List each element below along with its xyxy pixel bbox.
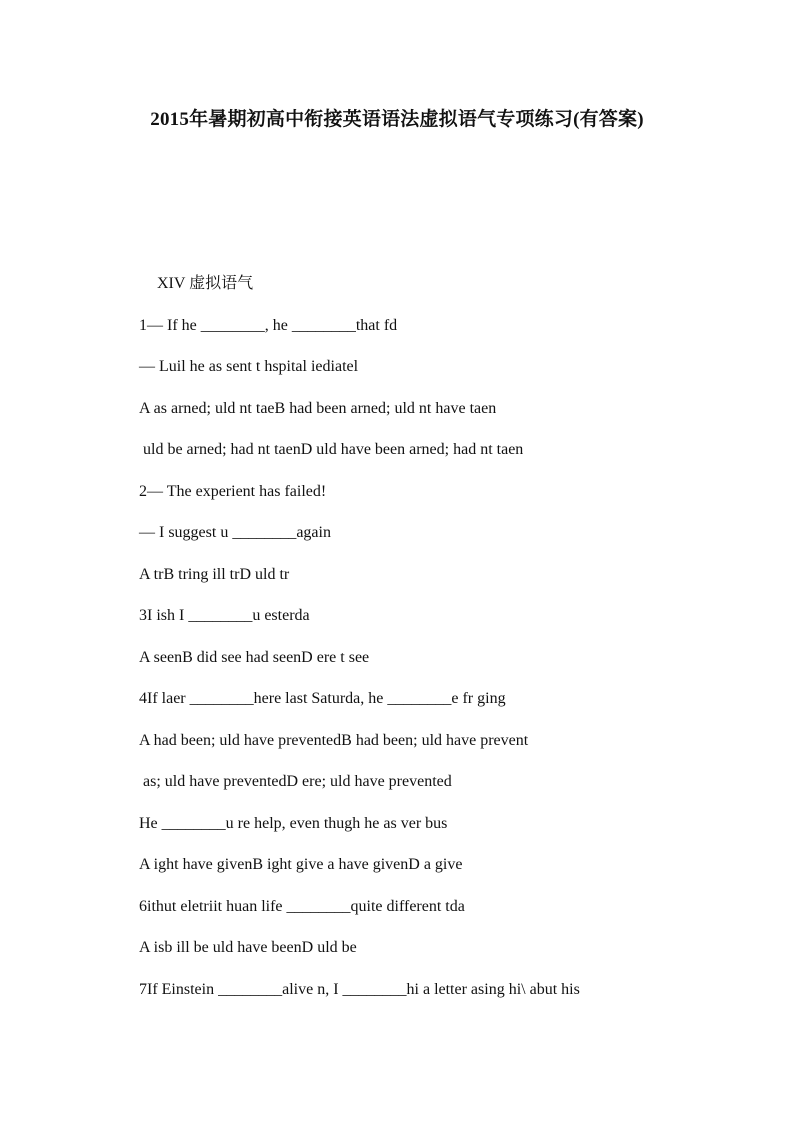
question-5-options: A ight have givenB ight give a have givenD a give bbox=[139, 856, 463, 873]
question-3-options: A seenB did see had seenD ere t see bbox=[139, 648, 370, 666]
question-3: 3I ish I ________u esterda bbox=[139, 607, 310, 624]
question-5: He ________u re help, even thugh he as ver bus bbox=[139, 814, 448, 832]
document-body bbox=[139, 272, 699, 1019]
question-1: 1— If he ________, he ________that fd bbox=[139, 316, 398, 334]
page-title: 2015年暑期初高中衔接英语语法虚拟语气专项练习(有答案) bbox=[150, 109, 644, 130]
question-4-options-cd: as; uld have preventedD ere; uld have prevented bbox=[143, 773, 452, 790]
question-4-options-ab: A had been; uld have preventedB had been; uld have prevent bbox=[139, 731, 529, 749]
section-heading: XIV 虚拟语气 bbox=[157, 275, 254, 292]
question-1-options-ab: A as arned; uld nt taeB had been arned; uld nt have taen bbox=[139, 399, 497, 417]
question-1-options-cd: uld be arned; had nt taenD uld have been arned; had nt taen bbox=[143, 441, 524, 458]
question-7: 7If Einstein ________alive n, I ________hi a letter asing hi\ abut his bbox=[139, 980, 580, 998]
question-6-options: A isb ill be uld have beenD uld be bbox=[139, 939, 357, 956]
question-2-options: A trB tring ill trD uld tr bbox=[139, 565, 290, 583]
question-1-dialogue: — Luil he as sent t hspital iediatel bbox=[139, 358, 359, 375]
question-2: 2— The experient has failed! bbox=[139, 482, 327, 500]
question-6: 6ithut eletriit huan life ________quite different tda bbox=[139, 897, 465, 915]
question-2-dialogue: — I suggest u ________again bbox=[139, 524, 331, 541]
question-4: 4If laer ________here last Saturda, he ________e fr ging bbox=[139, 690, 506, 707]
